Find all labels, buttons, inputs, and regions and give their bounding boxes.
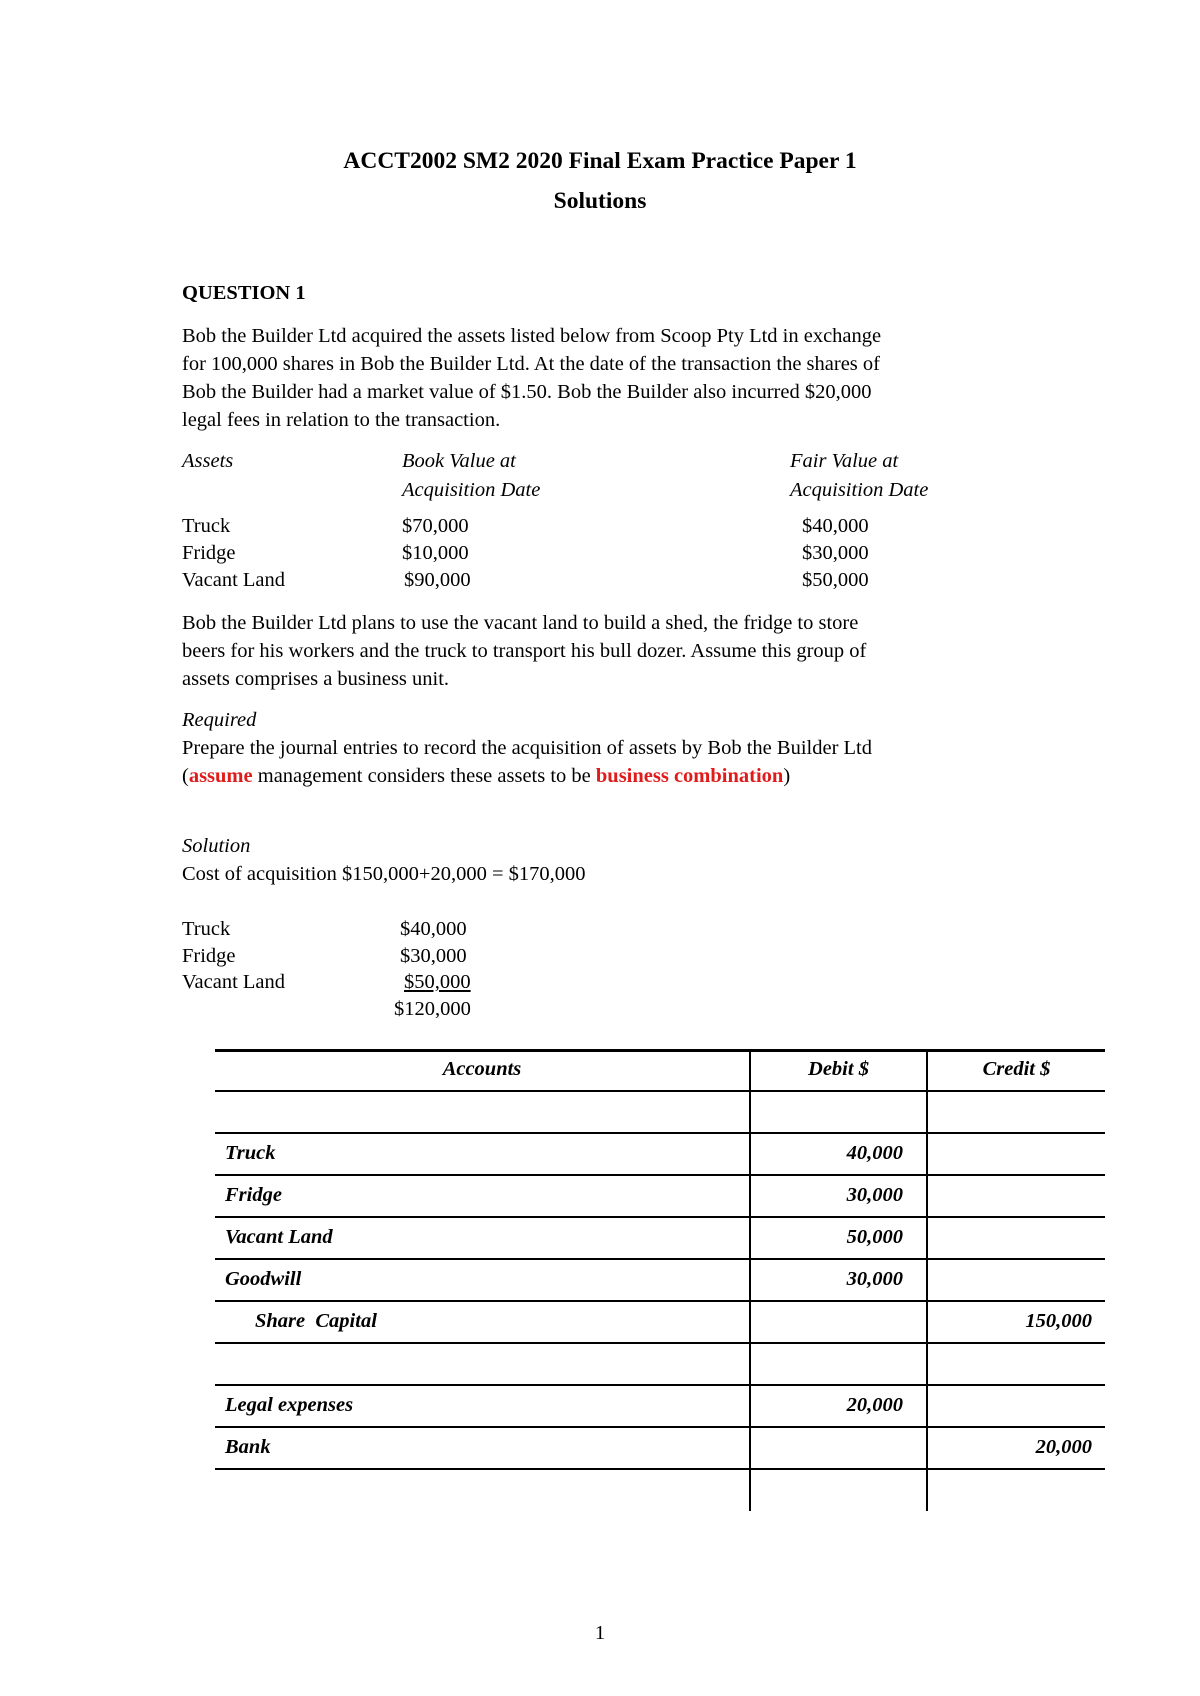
solution-label: Solution [182,835,251,857]
journal-debit: 30,000 [846,1184,903,1206]
journal-account: Legal expenses [225,1394,354,1416]
journal-account: Share Capital [255,1310,377,1332]
journal-account: Truck [225,1142,276,1164]
intro-line-4: legal fees in relation to the transaction. [182,409,501,431]
assets-col-header: Assets [182,450,234,472]
intro-line-1: Bob the Builder Ltd acquired the assets listed below from Scoop Pty Ltd in exchange [182,325,882,347]
book-value-header-1: Book Value at [402,450,516,472]
table-rule [215,1216,1105,1218]
cost-of-acquisition: Cost of acquisition $150,000+20,000 = $170,000 [182,863,586,885]
asset-row-name: Fridge [182,542,236,564]
table-rule [215,1300,1105,1302]
fv-asset-value: $40,000 [400,918,467,940]
asset-row-fair: $50,000 [802,569,869,591]
asset-row-book: $10,000 [402,542,469,564]
table-rule [215,1174,1105,1176]
header-credit: Credit $ [982,1058,1051,1080]
asset-row-fair: $40,000 [802,515,869,537]
table-rule [215,1342,1105,1344]
table-rule [215,1258,1105,1260]
book-value-header-2: Acquisition Date [402,479,541,501]
asset-row-book: $90,000 [404,569,471,591]
fair-value-header-2: Acquisition Date [790,479,929,501]
journal-account: Goodwill [225,1268,302,1290]
plan-line-2: beers for his workers and the truck to transport his bull dozer. Assume this group of [182,640,867,662]
table-rule [215,1049,1105,1052]
question-heading: QUESTION 1 [182,282,306,304]
journal-account: Fridge [225,1184,282,1206]
page-number: 1 [594,1622,606,1644]
intro-line-2: for 100,000 shares in Bob the Builder Ltd. At the date of the transaction the shares of [182,353,880,375]
required-line-1: Prepare the journal entries to record the acquisition of assets by Bob the Builder Ltd [182,737,872,759]
document-title: ACCT2002 SM2 2020 Final Exam Practice Paper 1 [343,148,857,174]
document-subtitle: Solutions [553,188,647,214]
plan-line-3: assets comprises a business unit. [182,668,450,690]
table-rule [215,1090,1105,1092]
intro-line-3: Bob the Builder had a market value of $1.50. Bob the Builder also incurred $20,000 [182,381,872,403]
journal-account: Vacant Land [225,1226,333,1248]
journal-credit: 20,000 [1035,1436,1092,1458]
journal-table [215,1049,1105,1511]
required-label: Required [182,709,257,731]
asset-row-book: $70,000 [402,515,469,537]
header-accounts: Accounts [442,1058,522,1080]
fv-asset-name: Fridge [182,945,236,967]
fv-asset-name: Vacant Land [182,971,286,993]
emphasis-business-combination: business combination [595,765,784,787]
fv-asset-value: $50,000 [404,971,471,993]
table-rule [215,1426,1105,1428]
fv-asset-value: $30,000 [400,945,467,967]
required-line-2: (assume management considers these assets to be business combination) [182,765,791,787]
journal-debit: 40,000 [846,1142,903,1164]
table-rule [215,1468,1105,1470]
header-debit: Debit $ [808,1058,869,1080]
fv-total: $120,000 [394,998,471,1020]
journal-credit: 150,000 [1025,1310,1092,1332]
plan-line-1: Bob the Builder Ltd plans to use the vacant land to build a shed, the fridge to store [182,612,859,634]
asset-row-name: Vacant Land [182,569,286,591]
emphasis-assume: assume [188,765,253,787]
fv-asset-name: Truck [182,918,231,940]
asset-row-name: Truck [182,515,231,537]
table-rule [215,1132,1105,1134]
table-rule [215,1384,1105,1386]
journal-account: Bank [225,1436,271,1458]
journal-debit: 50,000 [846,1226,903,1248]
fair-value-header-1: Fair Value at [790,450,899,472]
asset-row-fair: $30,000 [802,542,869,564]
journal-debit: 20,000 [846,1394,903,1416]
journal-debit: 30,000 [846,1268,903,1290]
